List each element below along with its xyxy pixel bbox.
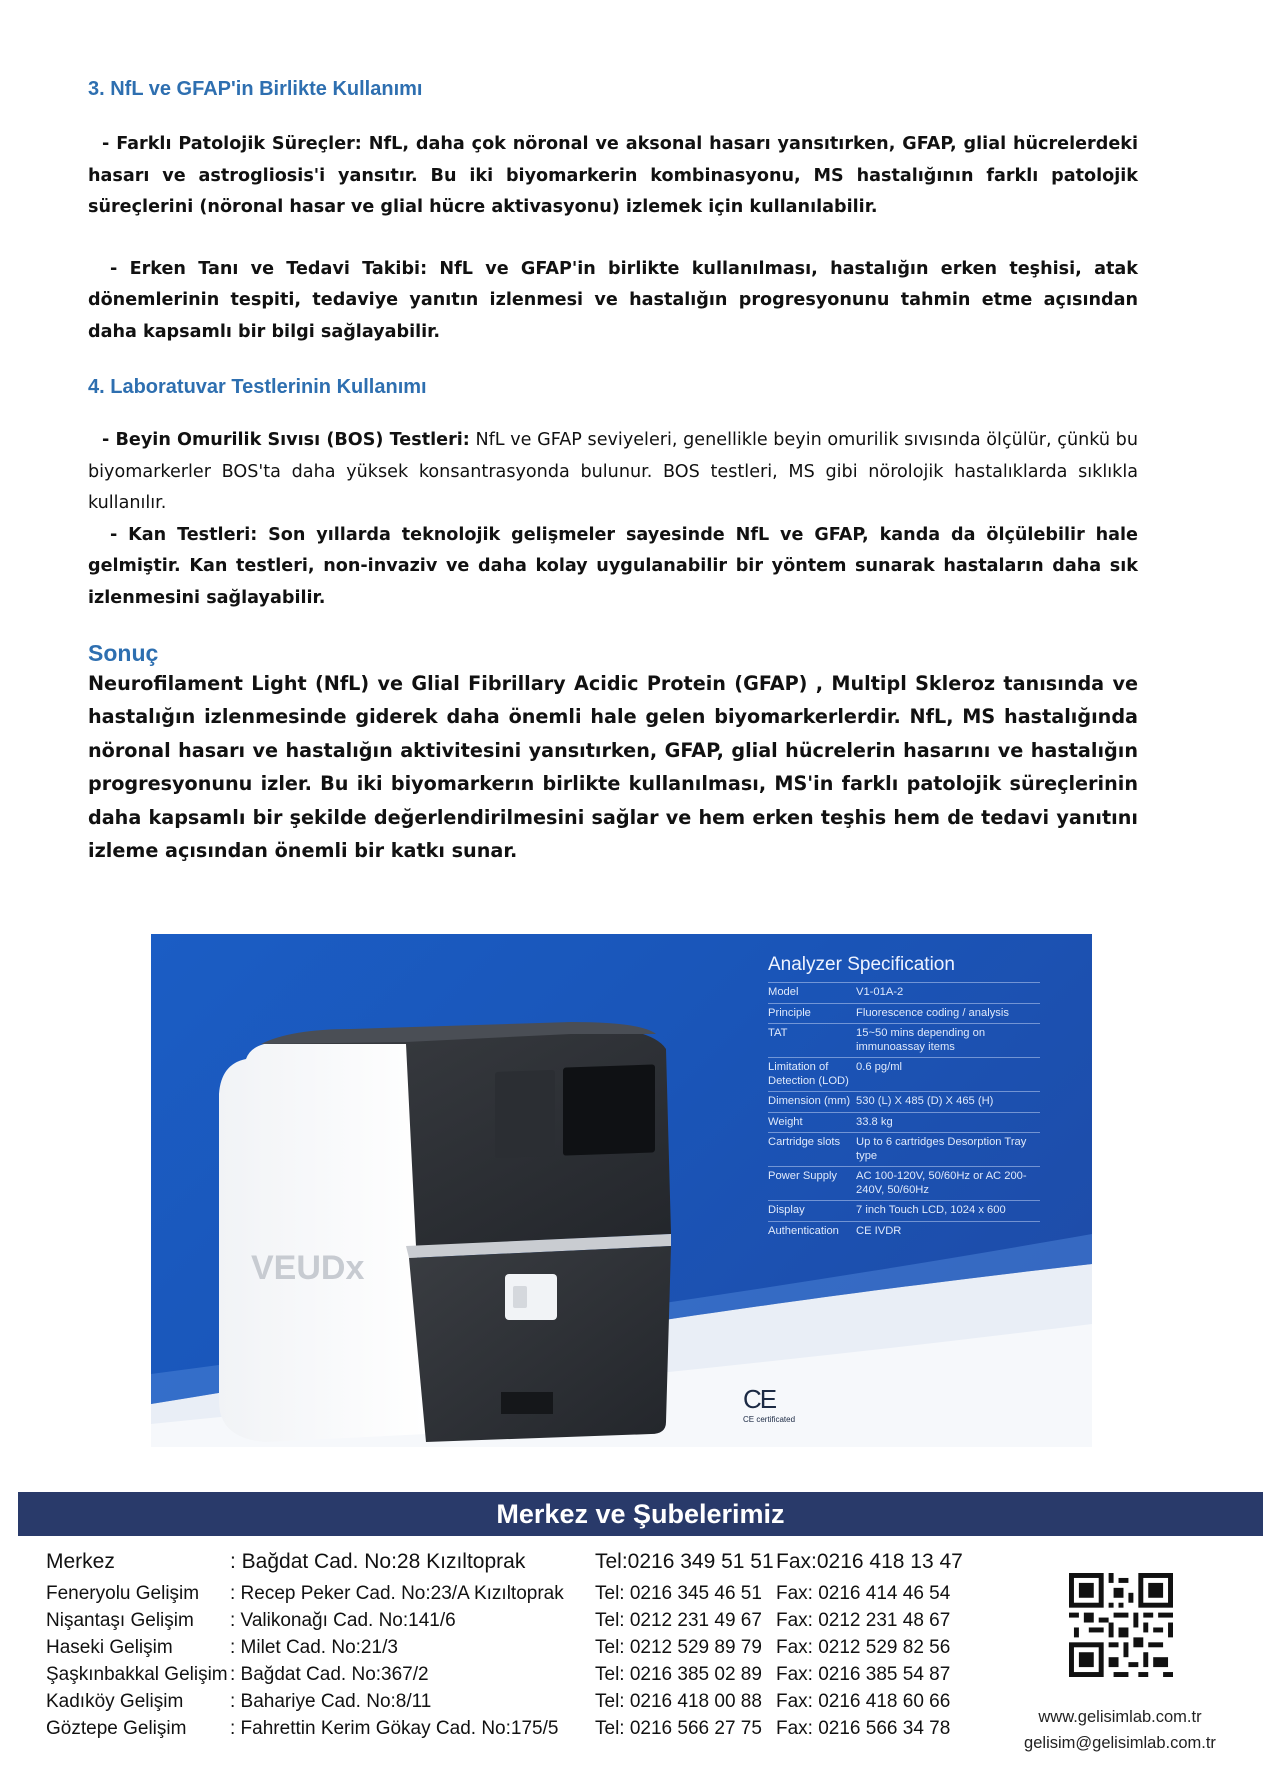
branch-address: : Bağdat Cad. No:367/2 [230, 1664, 429, 1685]
branch-name: Merkez [46, 1550, 115, 1573]
branch-phone: Tel: 0216 566 27 75 [595, 1718, 762, 1739]
spec-row [768, 1112, 1040, 1133]
spec-key: Weight [768, 1115, 803, 1128]
spec-value: 33.8 kg [856, 1115, 893, 1128]
branch-name: Nişantaşı Gelişim [46, 1610, 194, 1631]
spec-row [768, 1200, 1040, 1221]
ce-caption: CE certificated [743, 1415, 796, 1424]
spec-key: Dimension (mm) [768, 1095, 851, 1107]
spec-value: V1-01A-2 [856, 986, 904, 998]
spec-row [768, 1221, 1040, 1242]
spec-value: 15~50 mins depending on immunoassay items [856, 1027, 986, 1053]
ce-certification [743, 1384, 795, 1424]
branch-address: : Bağdat Cad. No:28 Kızıltoprak [230, 1550, 526, 1573]
spec-value: Fluorescence coding / analysis [856, 1006, 1009, 1019]
email-link[interactable]: gelisim@gelisimlab.com.tr [1024, 1734, 1216, 1752]
branch-address: : Bahariye Cad. No:8/11 [230, 1691, 432, 1712]
spec-key: Model [768, 986, 799, 998]
branch-phone: Tel: 0216 385 02 89 [595, 1664, 762, 1685]
spec-row [768, 1057, 1040, 1091]
branch-name: Haseki Gelişim [46, 1637, 173, 1658]
branch-fax: Fax: 0216 414 46 54 [776, 1583, 951, 1604]
branch-address: : Fahrettin Kerim Gökay Cad. No:175/5 [230, 1718, 559, 1739]
spec-value: Up to 6 cartridges Desorption Tray type [856, 1136, 1027, 1162]
article-body [88, 78, 1138, 867]
branch-name: Göztepe Gelişim [46, 1718, 187, 1739]
qr-code [1069, 1573, 1173, 1677]
spec-title: Analyzer Specification [768, 954, 955, 975]
branch-name: Feneryolu Gelişim [46, 1583, 200, 1604]
spec-key: TAT [768, 1027, 788, 1039]
spec-key: Authentication [768, 1224, 839, 1237]
branch-fax: Fax: 0216 418 60 66 [776, 1691, 951, 1712]
spec-value: AC 100-120V, 50/60Hz or AC 200-240V, 50/60Hz [856, 1170, 1027, 1196]
spec-row [768, 982, 1040, 1003]
branch-name: Kadıköy Gelişim [46, 1691, 184, 1712]
branches-header: Merkez ve Şubelerimiz [18, 1492, 1263, 1536]
spec-key: Display [768, 1204, 805, 1216]
section-4-title: 4. Laboratuvar Testlerinin Kullanımı [88, 376, 427, 398]
spec-row [768, 1003, 1040, 1024]
branch-phone: Tel: 0212 529 89 79 [595, 1637, 762, 1658]
spec-row [768, 1132, 1040, 1166]
spec-value: 7 inch Touch LCD, 1024 x 600 [856, 1204, 1006, 1216]
branch-phone: Tel: 0216 418 00 88 [595, 1691, 762, 1712]
branch-address: : Valikonağı Cad. No:141/6 [230, 1610, 456, 1631]
spec-key: Cartridge slots [768, 1136, 841, 1148]
branch-fax: Fax: 0216 385 54 87 [776, 1664, 951, 1685]
branch-name: Şaşkınbakkal Gelişim [46, 1664, 228, 1685]
branch-address: : Milet Cad. No:21/3 [230, 1637, 398, 1658]
spec-row [768, 1091, 1040, 1112]
conclusion-text: Neurofilament Light (NfL) ve Glial Fibrillary Acidic Protein (GFAP) , Multipl Skleroz tanısında ve hastalığın izlenmesinde giderek daha önemli hale gelen biyomarkerlerdir. NfL, MS hastalığında nöronal hasarı ve hastalığın aktivitesini yansıtırken, GFAP, glial hücrelerin hasarını ve hastalığın progresyonunu izler. Bu iki biyomarkerın birlikte kullanılması, MS'in farklı patolojik süreçlerinin daha kapsamlı bir şekilde değerlendirilmesini sağlar ve hem erken teşhis hem de tedavi yanıtını izleme açısından önemli bir katkı sunar. [88, 672, 1138, 863]
section-3-paragraph-1: - Farklı Patolojik Süreçler: NfL, daha çok nöronal ve aksonal hasarı yansıtırken, GFAP, glial hücrelerdeki hasarı ve astrogliosis'i yansıtır. Bu iki biyomarkerin kombinasyonu, MS hastalığının farklı patolojik süreçlerini (nöronal hasar ve glial hücre aktivasyonu) izlemek için kullanılabilir. [88, 134, 1138, 217]
analyzer-image [151, 934, 1092, 1447]
section-3-paragraph-2: - Erken Tanı ve Tedavi Takibi: NfL ve GFAP'in birlikte kullanılması, hastalığın erken teşhisi, atak dönemlerinin tespiti, tedaviye yanıtın izlenmesi ve hastalığın progresyonunu tahmin etme açısından daha kapsamlı bir bilgi sağlayabilir. [88, 258, 1138, 342]
bos-tests-label: - Beyin Omurilik Sıvısı (BOS) Testleri: [102, 430, 470, 450]
spec-row [768, 1023, 1040, 1057]
conclusion-title: Sonuç [88, 640, 159, 666]
branch-fax: Fax: 0216 566 34 78 [776, 1718, 951, 1739]
branch-phone: Tel:0216 349 51 51 [595, 1550, 774, 1573]
spec-value: CE IVDR [856, 1224, 902, 1237]
section-4-paragraph-1 [88, 425, 1138, 520]
branch-phone: Tel: 0216 345 46 51 [595, 1583, 762, 1604]
branch-fax: Fax: 0212 529 82 56 [776, 1637, 951, 1658]
branch-phone: Tel: 0212 231 49 67 [595, 1610, 762, 1631]
spec-key: Power Supply [768, 1170, 838, 1182]
analyzer-specification [768, 954, 1040, 1241]
branch-fax: Fax: 0212 231 48 67 [776, 1610, 951, 1631]
ce-mark: CE [743, 1384, 776, 1414]
branch-address: : Recep Peker Cad. No:23/A Kızıltoprak [230, 1583, 564, 1604]
section-4-paragraph-2: - Kan Testleri: Son yıllarda teknolojik gelişmeler sayesinde NfL ve GFAP, kanda da ölçülebilir hale gelmiştir. Kan testleri, non-invaziv ve daha kolay uygulanabilir bir yöntem sunarak hastaların daha sık izlenmesini sağlayabilir. [88, 524, 1138, 608]
website-link[interactable]: www.gelisimlab.com.tr [1038, 1708, 1202, 1726]
spec-value: 530 (L) X 485 (D) X 465 (H) [856, 1095, 994, 1107]
branch-fax: Fax:0216 418 13 47 [776, 1550, 963, 1573]
bos-tests-text: NfL ve GFAP seviyeleri, genellikle beyin omurilik sıvısında ölçülür, çünkü bu biyomarkerler BOS'ta daha yüksek konsantrasyonda bulunur. BOS testleri, MS gibi nörolojik hastalıklarda sıklıkla kullanılır. [88, 430, 1138, 513]
spec-key: Limitation of Detection (LOD) [768, 1061, 849, 1087]
spec-key: Principle [768, 1006, 811, 1019]
brand-logo-text: VEUDx [251, 1249, 365, 1287]
spec-value: 0.6 pg/ml [856, 1061, 903, 1073]
spec-row [768, 1166, 1040, 1200]
section-3-title: 3. NfL ve GFAP'in Birlikte Kullanımı [88, 78, 423, 100]
